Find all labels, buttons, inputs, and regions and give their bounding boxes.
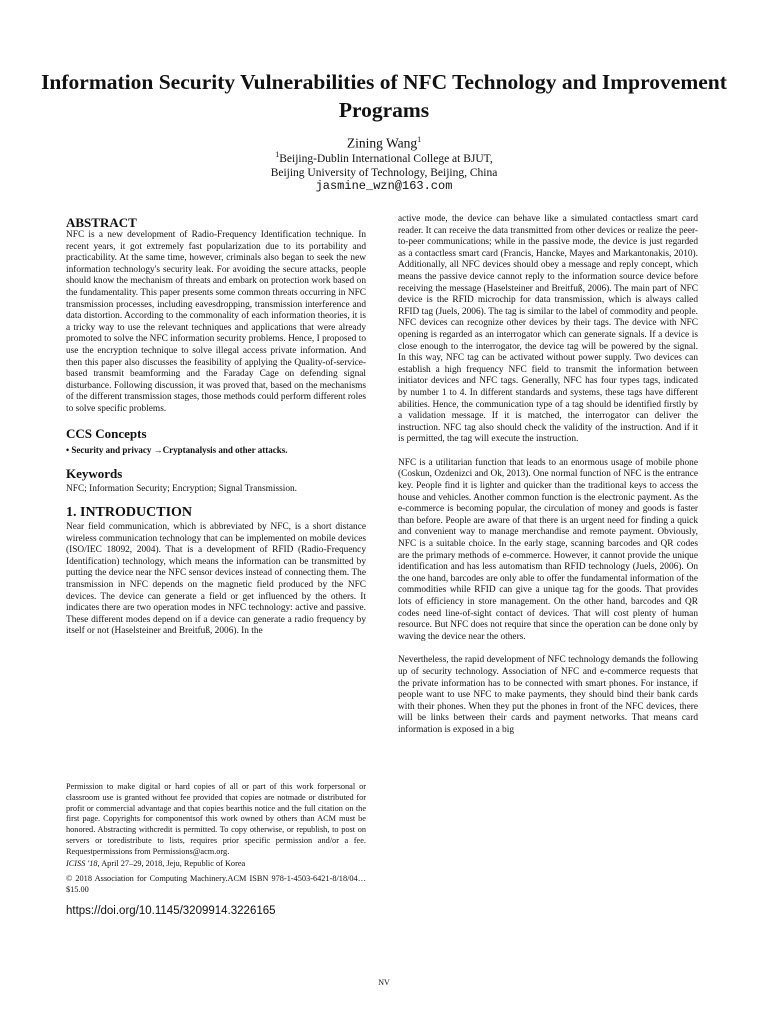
affiliation-superscript: 1	[275, 150, 280, 159]
right-paragraph-1: active mode, the device can behave like a simulated contactless smart card reader. It can receive the data transmitted from other devices or realize the peer-to-peer communications; while in the passive mode, the device is just regarded as a contactless smart card (Francis, Hancke, Mayes and Markantonakis, 2010). Additionally, all NFC devices should obey a message and reply concept, which means the passive device cannot reply to the information source device before receiving the message (Haselsteiner and Breitfuß, 2006). The main part of NFC device is the RFID microchip for data transmission, which is always called RFID tag (Juels, 2006). The tag is similar to the label of commodity and people. NFC devices can recognize other devices by their tags. The device with NFC opening is regarded as an interrogator which can generate signals. If a device is close enough to the interrogator, the device tag will be powered by the signal. In this way, NFC tag can be activated without power supply. Two devices can establish a high frequency NFC field to transmit the information between initiator devices and NFC tags. Generally, NFC has four types tags, indicated by number 1 to 4. In different standards and systems, these tags have different abilities. Hence, the communication type of a tag should be identified firstly by a validation message. If it is matched, the interrogator can deliver the instruction. NFC tag also should check the validity of the instruction. And if it is permitted, the tag will execute the instruction.	[398, 214, 698, 445]
conference-name: ICISS '18,	[66, 858, 100, 868]
abstract-heading: ABSTRACT	[66, 215, 137, 230]
affiliation-line-2: Beijing University of Technology, Beijing, China	[270, 166, 498, 179]
ccs-text: • Security and privacy →Cryptanalysis and other attacks.	[66, 444, 288, 455]
ccs-heading: CCS Concepts	[66, 425, 147, 441]
keywords-heading: Keywords	[66, 465, 123, 481]
conference-details: April 27–29, 2018, Jeju, Republic of Korea	[99, 858, 246, 868]
permission-text: Permission to make digital or hard copies of all or part of this work forpersonal or classroom use is granted without fee provided that copies are notmade or distributed for profit or commercial advantage and that copies bearthis notice and the full citation on the first page. Copyrights for componentsof this work owned by others than ACM must be honored. Abstracting withcredit is permitted. To copy otherwise, or republish, to post on servers or toredistribute to lists, requires prior specific permission and/or a fee. Requestpermissions from Permissions@acm.org.	[66, 782, 366, 856]
author-name-text: Zining Wang	[346, 135, 418, 151]
abstract-text: NFC is a new development of Radio-Frequency Identification technique. In recent years, it got extremely fast popularization due to its portability and practicability. At the same time, however, criminals also began to seek the new information technology's security leak. For avoiding the secure attacks, people should know the mechanism of threats and embark on protection work based on the fundamentality. This paper presents some common threats occurring in NFC transmission processes, including eavesdropping, transmission interference and data distortion. According to the commonality of each information theories, it is a tricky way to use the relevant techniques and applications that were already promoted to solve the NFC information security problems. Hence, I proposed to use the encryption technique to solve illegal access private information. And then this paper also discusses the feasibility of applying the Quality-of-service-based transmit beamforming and the Faraday Cage on defending signal disturbance. Following discussion, it was proved that, based on the mechanisms of the different transmission stages, those methods could perform different roles to solve specific problems.	[66, 230, 366, 414]
permission-block	[66, 782, 366, 896]
affiliation-line-1: $^1$Beijing-Dublin International College at BJUT,	[275, 150, 493, 165]
introduction-paragraph-1: Near field communication, which is abbreviated by NFC, is a short distance wireless communication technology that can be implemented on mobile devices (ISO/IEC 18092, 2004). That is a development of RFID (Radio-Frequency Identification) technology, which means the information can be transmitted by putting the device near the NFC sensor devices instead of connecting them. The transmission in NFC depends on the magnetic field produced by the NFC devices. The device can generate a field or get influenced by the others. It indicates there are two operation modes in NFC technology: active and passive. These different modes depend on if a device can generate a radio frequency by itself or not (Haselsteiner and Breitfuß, 2006). In the	[66, 522, 366, 637]
introduction-heading: 1. INTRODUCTION	[66, 505, 193, 521]
page-footer: NV	[378, 978, 390, 987]
author-email: jasmine_wzn@163.com	[315, 179, 453, 193]
copyright-line: © 2018 Association for Computing Machinery.ACM ISBN 978-1-4503-6421-8/18/04…$15.00	[66, 874, 366, 895]
paper-title: Information Security Vulnerabilities of NFC Technology and Improvement Programs	[41, 70, 727, 122]
conference-line	[66, 859, 366, 870]
right-paragraph-2: NFC is a utilitarian function that leads to an enormous usage of mobile phone (Coskun, Ozdenizci and Ok, 2013). One normal function of NFC is the entrance key. People find it is lighter and quicker than the traditional keys to access the house and vehicles. Another common function is the electronic payment. As the e-commerce is becoming popular, the circulation of money and goods is faster than before. People are aware of that there is an urgent need for finding a quick and convenient way to manage merchandise and remote payment. Obviously, NFC is a suitable choice. In the early stage, scanning barcodes and QR codes are the primary methods of e-commerce. However, it cannot provide the unique identification and has less automatism than RFID technology (Juels, 2006). On the one hand, barcodes are only able to offer the fundamental information of the commodities while RFID can give a unique tag for the goods. That provides lots of efficiency in store management. On the other hand, barcodes and QR codes need line-of-sight contact of devices. That will cost plenty of human resource. But NFC does not require that since the operation can be done only by waving the device near the others.	[398, 457, 698, 642]
keywords-text: NFC; Information Security; Encryption; Signal Transmission.	[66, 483, 297, 494]
right-paragraph-3: Nevertheless, the rapid development of NFC technology demands the following up of security technology. Association of NFC and e-commerce requests that the private information has to be connected with smart phones. For instance, if people want to use NFC to make payments, they should bind their bank cards with their phones. When they put the phones in front of the NFC devices, there will be links between their cards and payment networks. That means card information is exposed in a big	[398, 655, 698, 735]
author-superscript: 1	[417, 135, 422, 144]
doi-link[interactable]: https://doi.org/10.1145/3209914.3226165	[66, 905, 276, 917]
right-column	[398, 214, 698, 737]
left-column	[66, 214, 366, 638]
affiliation	[40, 148, 728, 180]
